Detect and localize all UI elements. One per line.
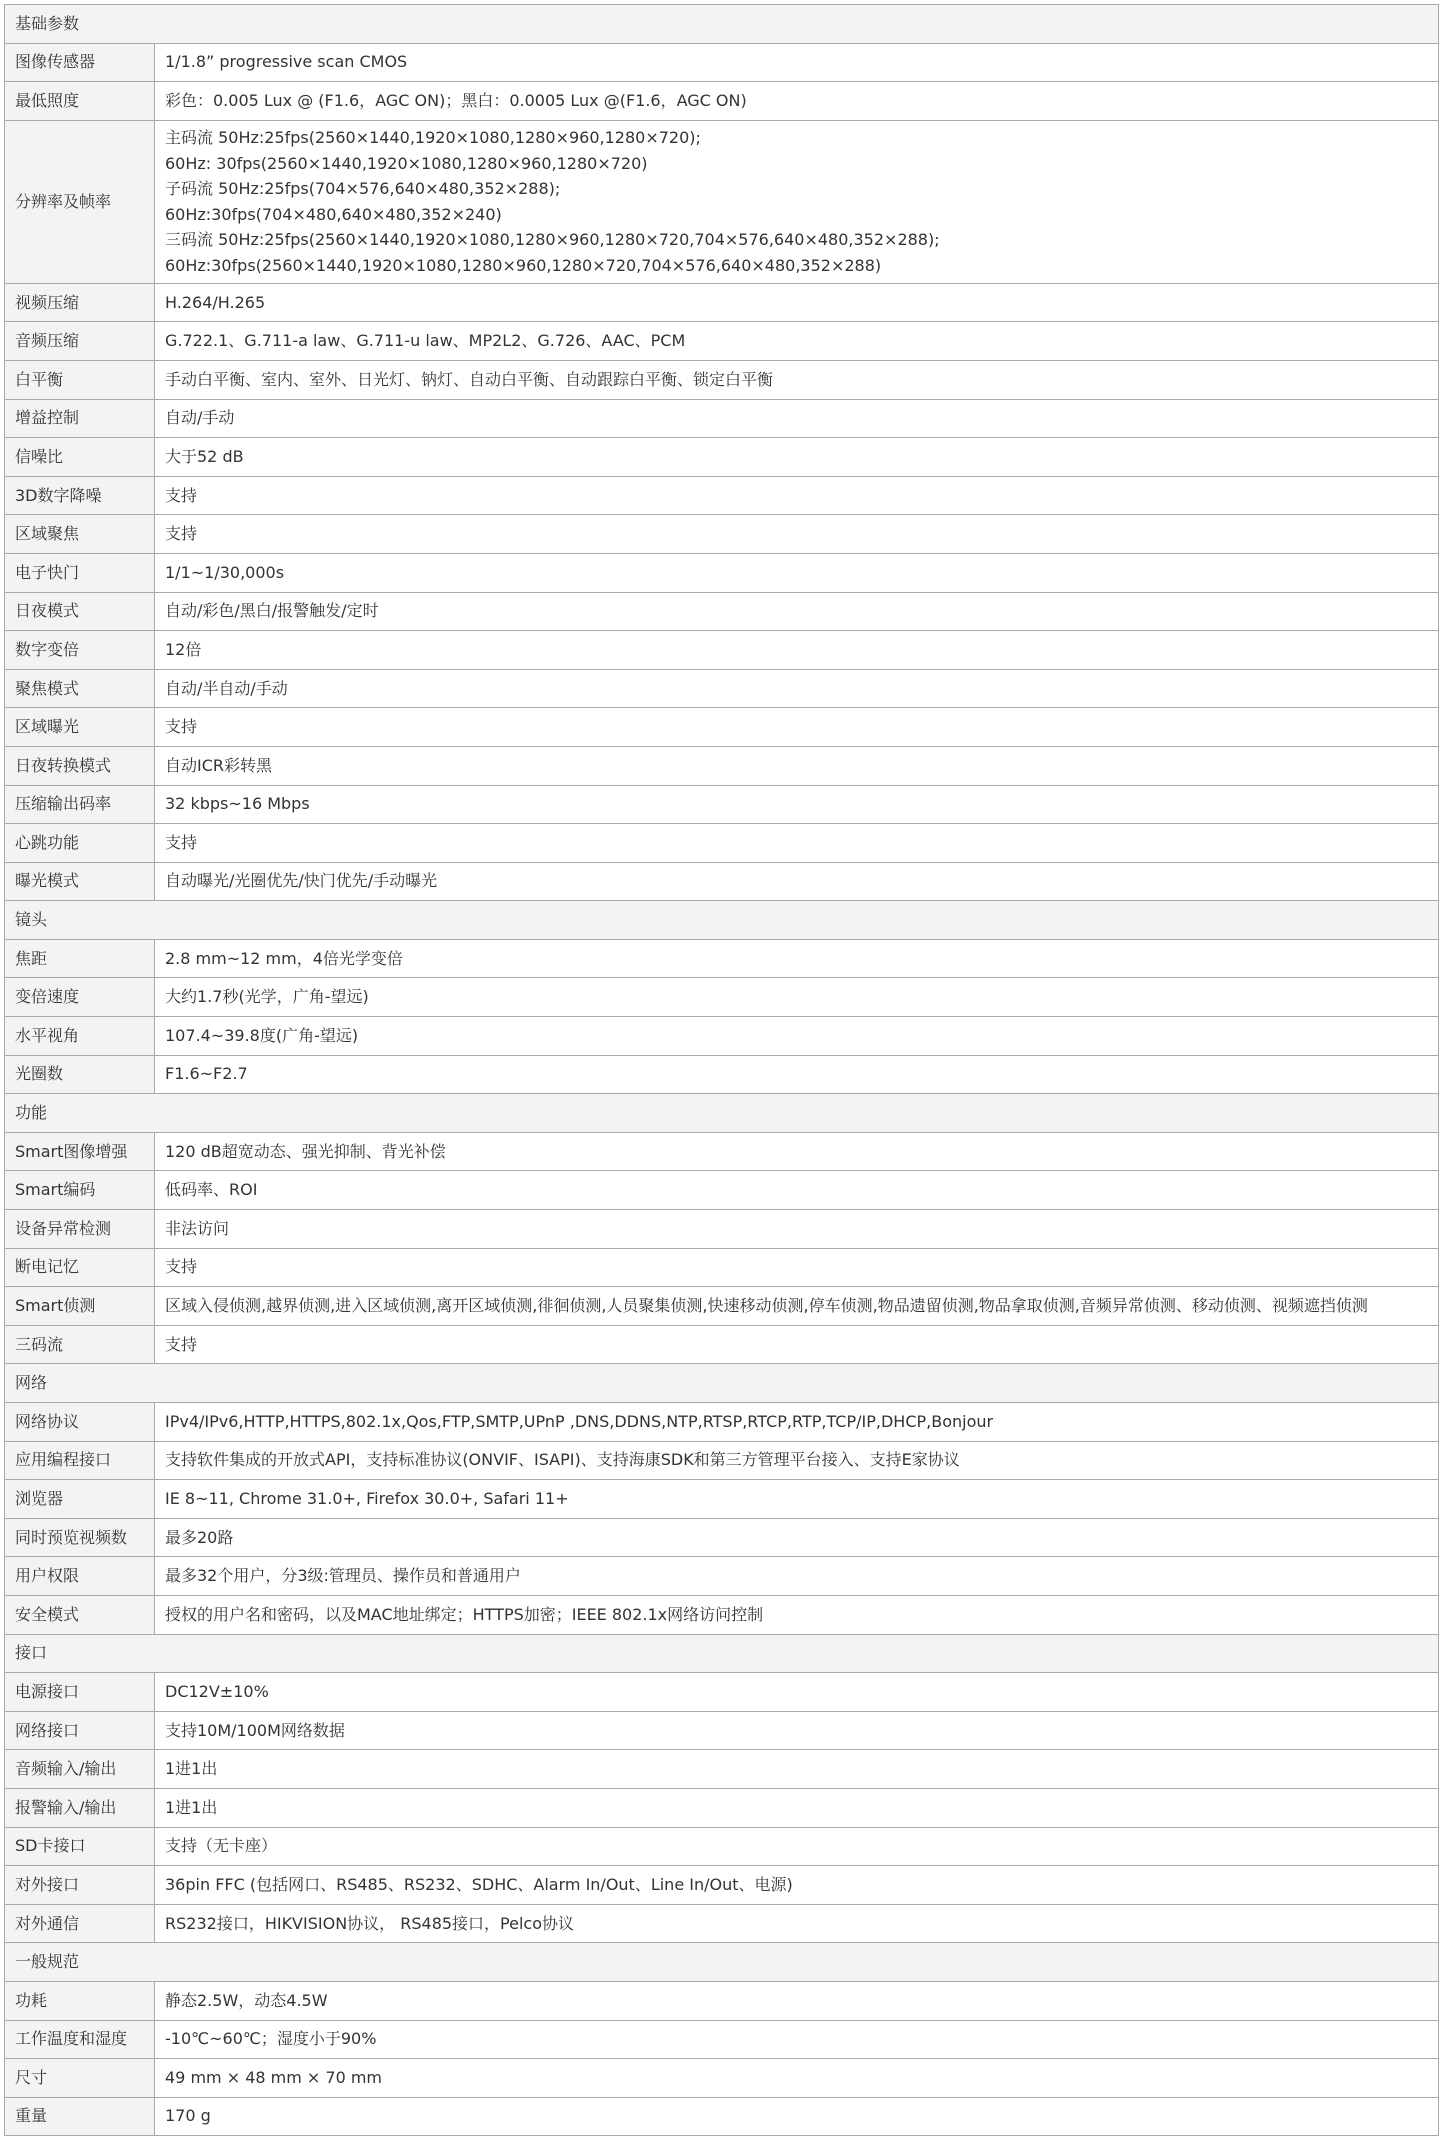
spec-label: 工作温度和湿度 [5, 2020, 155, 2059]
spec-label: 对外接口 [5, 1866, 155, 1905]
spec-row [5, 1827, 1439, 1866]
spec-label: SD卡接口 [5, 1827, 155, 1866]
spec-row [5, 1287, 1439, 1326]
spec-label: 聚焦模式 [5, 669, 155, 708]
spec-value-line: 主码流 50Hz:25fps(2560×1440,1920×1080,1280×960,1280×720); [165, 128, 701, 147]
spec-label: 同时预览视频数 [5, 1518, 155, 1557]
spec-row [5, 1981, 1439, 2020]
spec-label: 心跳功能 [5, 824, 155, 863]
spec-row [5, 1788, 1439, 1827]
spec-row [5, 669, 1439, 708]
spec-value: 支持 [155, 1325, 1439, 1364]
spec-row [5, 2059, 1439, 2098]
spec-row [5, 1557, 1439, 1596]
spec-row [5, 515, 1439, 554]
spec-label: 视频压缩 [5, 283, 155, 322]
spec-label: 浏览器 [5, 1480, 155, 1519]
spec-row [5, 978, 1439, 1017]
spec-label: 日夜模式 [5, 592, 155, 631]
spec-label: 焦距 [5, 939, 155, 978]
spec-label: 应用编程接口 [5, 1441, 155, 1480]
spec-row [5, 2020, 1439, 2059]
spec-value: 支持10M/100M网络数据 [155, 1711, 1439, 1750]
spec-table [4, 4, 1439, 2136]
spec-value: 最多20路 [155, 1518, 1439, 1557]
spec-value-line: 子码流 50Hz:25fps(704×576,640×480,352×288); [165, 179, 561, 199]
section-title: 基础参数 [5, 5, 1439, 44]
spec-label: 压缩输出码率 [5, 785, 155, 824]
spec-label: 3D数字降噪 [5, 476, 155, 515]
spec-row [5, 592, 1439, 631]
spec-row [5, 120, 1439, 283]
spec-label: Smart侦测 [5, 1287, 155, 1326]
spec-value: 2.8 mm~12 mm，4倍光学变倍 [155, 939, 1439, 978]
spec-row [5, 1055, 1439, 1094]
spec-label: 区域聚焦 [5, 515, 155, 554]
spec-table-body [5, 5, 1439, 2136]
spec-row [5, 1132, 1439, 1171]
spec-row [5, 43, 1439, 82]
spec-row [5, 862, 1439, 901]
section-header-row [5, 1094, 1439, 1133]
spec-value: IPv4/IPv6,HTTP,HTTPS,802.1x,Qos,FTP,SMTP,UPnP ,DNS,DDNS,NTP,RTSP,RTCP,RTP,TCP/IP,DHCP,Bonjour [155, 1403, 1439, 1442]
spec-value: 支持 [155, 824, 1439, 863]
spec-value: 自动/彩色/黑白/报警触发/定时 [155, 592, 1439, 631]
spec-value: G.722.1、G.711-a law、G.711-u law、MP2L2、G.726、AAC、PCM [155, 322, 1439, 361]
spec-row [5, 1248, 1439, 1287]
spec-value-line: 60Hz: 30fps(2560×1440,1920×1080,1280×960,1280×720) [165, 153, 648, 173]
spec-label: 信噪比 [5, 438, 155, 477]
spec-row [5, 82, 1439, 121]
spec-label: 安全模式 [5, 1595, 155, 1634]
spec-row [5, 1711, 1439, 1750]
section-header-row [5, 1943, 1439, 1982]
spec-value: 区域入侵侦测,越界侦测,进入区域侦测,离开区域侦测,徘徊侦测,人员聚集侦测,快速移动侦测,停车侦测,物品遗留侦测,物品拿取侦测,音频异常侦测、移动侦测、视频遮挡侦测 [155, 1287, 1439, 1326]
spec-label: 功耗 [5, 1981, 155, 2020]
spec-value: 107.4~39.8度(广角-望远) [155, 1017, 1439, 1056]
section-title: 功能 [5, 1094, 1439, 1133]
spec-row [5, 1518, 1439, 1557]
spec-value: H.264/H.265 [155, 283, 1439, 322]
spec-row [5, 399, 1439, 438]
spec-value-line: 60Hz:30fps(2560×1440,1920×1080,1280×960,1280×720,704×576,640×480,352×288) [165, 255, 882, 275]
spec-value-line: 60Hz:30fps(704×480,640×480,352×240) [165, 204, 502, 224]
spec-label: 网络接口 [5, 1711, 155, 1750]
spec-label: 网络协议 [5, 1403, 155, 1442]
section-title: 接口 [5, 1634, 1439, 1673]
spec-label: 用户权限 [5, 1557, 155, 1596]
spec-label: 增益控制 [5, 399, 155, 438]
spec-value: 自动ICR彩转黑 [155, 746, 1439, 785]
spec-value: 自动/手动 [155, 399, 1439, 438]
spec-value: 静态2.5W，动态4.5W [155, 1981, 1439, 2020]
spec-label: Smart图像增强 [5, 1132, 155, 1171]
spec-label: 音频输入/输出 [5, 1750, 155, 1789]
spec-row [5, 1441, 1439, 1480]
section-title: 镜头 [5, 901, 1439, 940]
spec-label: 设备异常检测 [5, 1210, 155, 1249]
spec-row [5, 283, 1439, 322]
spec-value: IE 8~11, Chrome 31.0+, Firefox 30.0+, Safari 11+ [155, 1480, 1439, 1519]
spec-row [5, 746, 1439, 785]
spec-row [5, 1210, 1439, 1249]
spec-value: 1进1出 [155, 1788, 1439, 1827]
spec-label: 对外通信 [5, 1904, 155, 1943]
spec-value: 12倍 [155, 631, 1439, 670]
spec-value: 手动白平衡、室内、室外、日光灯、钠灯、自动白平衡、自动跟踪白平衡、锁定白平衡 [155, 360, 1439, 399]
spec-label: 变倍速度 [5, 978, 155, 1017]
section-header-row [5, 1364, 1439, 1403]
spec-value: 支持 [155, 708, 1439, 747]
section-title: 网络 [5, 1364, 1439, 1403]
spec-label: 三码流 [5, 1325, 155, 1364]
spec-row [5, 1017, 1439, 1056]
spec-value: 32 kbps~16 Mbps [155, 785, 1439, 824]
spec-value: 支持（无卡座） [155, 1827, 1439, 1866]
spec-value: 支持软件集成的开放式API，支持标准协议(ONVIF、ISAPI)、支持海康SDK和第三方管理平台接入、支持E家协议 [155, 1441, 1439, 1480]
spec-value: 彩色：0.005 Lux @ (F1.6，AGC ON)；黑白：0.0005 Lux @(F1.6，AGC ON) [155, 82, 1439, 121]
spec-value: 非法访问 [155, 1210, 1439, 1249]
spec-label: 图像传感器 [5, 43, 155, 82]
spec-row [5, 476, 1439, 515]
spec-label: 区域曝光 [5, 708, 155, 747]
spec-value: F1.6~F2.7 [155, 1055, 1439, 1094]
spec-row [5, 1480, 1439, 1519]
spec-label: 最低照度 [5, 82, 155, 121]
spec-value: 120 dB超宽动态、强光抑制、背光补偿 [155, 1132, 1439, 1171]
spec-label: 白平衡 [5, 360, 155, 399]
spec-row [5, 1673, 1439, 1712]
spec-label: 音频压缩 [5, 322, 155, 361]
spec-value: 最多32个用户，分3级:管理员、操作员和普通用户 [155, 1557, 1439, 1596]
spec-value: 支持 [155, 515, 1439, 554]
section-title: 一般规范 [5, 1943, 1439, 1982]
spec-label: 光圈数 [5, 1055, 155, 1094]
spec-value: 支持 [155, 1248, 1439, 1287]
spec-row [5, 939, 1439, 978]
spec-row [5, 360, 1439, 399]
spec-row [5, 1904, 1439, 1943]
spec-value: DC12V±10% [155, 1673, 1439, 1712]
spec-value: 大于52 dB [155, 438, 1439, 477]
spec-row [5, 708, 1439, 747]
spec-row [5, 2097, 1439, 2136]
spec-label: 电子快门 [5, 553, 155, 592]
spec-value-multiline [155, 120, 1439, 283]
spec-value: 授权的用户名和密码，以及MAC地址绑定；HTTPS加密；IEEE 802.1x网络访问控制 [155, 1595, 1439, 1634]
spec-label: 曝光模式 [5, 862, 155, 901]
spec-value: 自动曝光/光圈优先/快门优先/手动曝光 [155, 862, 1439, 901]
spec-row [5, 1171, 1439, 1210]
spec-row [5, 1325, 1439, 1364]
spec-value: 自动/半自动/手动 [155, 669, 1439, 708]
spec-value: 支持 [155, 476, 1439, 515]
spec-label: 尺寸 [5, 2059, 155, 2098]
spec-value: 低码率、ROI [155, 1171, 1439, 1210]
spec-row [5, 1403, 1439, 1442]
spec-label: 水平视角 [5, 1017, 155, 1056]
spec-row [5, 785, 1439, 824]
spec-value: 1/1~1/30,000s [155, 553, 1439, 592]
spec-label: 电源接口 [5, 1673, 155, 1712]
spec-label: 报警输入/输出 [5, 1788, 155, 1827]
spec-value: 49 mm × 48 mm × 70 mm [155, 2059, 1439, 2098]
spec-row [5, 553, 1439, 592]
spec-value: 170 g [155, 2097, 1439, 2136]
spec-row [5, 631, 1439, 670]
spec-row [5, 824, 1439, 863]
section-header-row [5, 1634, 1439, 1673]
section-header-row [5, 5, 1439, 44]
spec-value: -10℃~60℃；湿度小于90% [155, 2020, 1439, 2059]
spec-label: 日夜转换模式 [5, 746, 155, 785]
spec-value-line: 三码流 50Hz:25fps(2560×1440,1920×1080,1280×960,1280×720,704×576,640×480,352×288); [165, 230, 940, 250]
spec-value: 大约1.7秒(光学，广角-望远) [155, 978, 1439, 1017]
spec-row [5, 1866, 1439, 1905]
spec-label: 数字变倍 [5, 631, 155, 670]
spec-value: RS232接口，HIKVISION协议， RS485接口，Pelco协议 [155, 1904, 1439, 1943]
spec-value: 1/1.8” progressive scan CMOS [155, 43, 1439, 82]
spec-label: 分辨率及帧率 [5, 120, 155, 283]
spec-label: Smart编码 [5, 1171, 155, 1210]
spec-label: 重量 [5, 2097, 155, 2136]
spec-row [5, 1750, 1439, 1789]
spec-value: 1进1出 [155, 1750, 1439, 1789]
spec-label: 断电记忆 [5, 1248, 155, 1287]
spec-value: 36pin FFC (包括网口、RS485、RS232、SDHC、Alarm In/Out、Line In/Out、电源) [155, 1866, 1439, 1905]
spec-row [5, 438, 1439, 477]
spec-row [5, 1595, 1439, 1634]
spec-row [5, 322, 1439, 361]
section-header-row [5, 901, 1439, 940]
